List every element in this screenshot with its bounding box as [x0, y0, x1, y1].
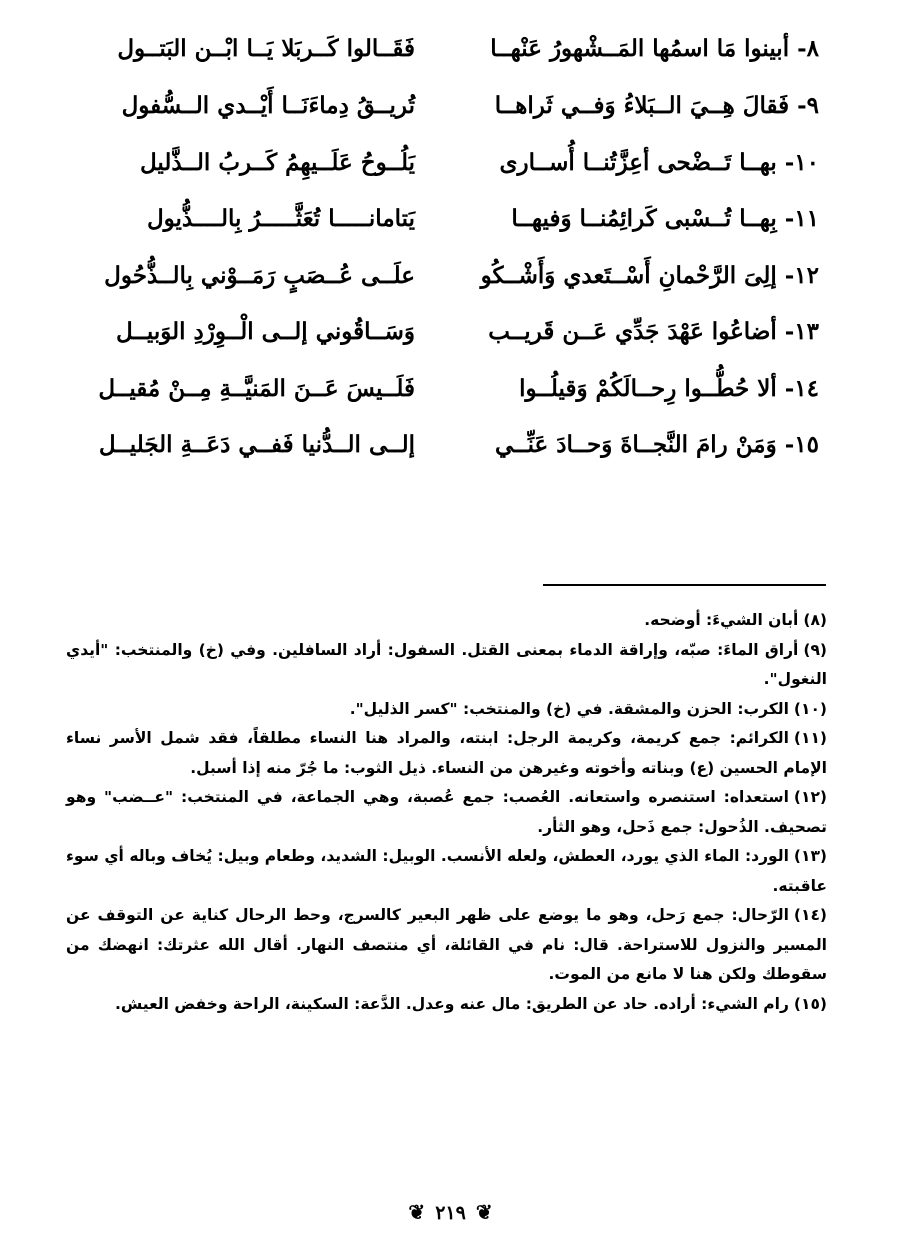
verse-first-hemistich — [469, 149, 819, 176]
verse-12 — [70, 255, 819, 295]
footnote-11 — [66, 724, 827, 783]
verse-first-text: إلِىَ الرَّحْمانِ أَسْــتَعدي وَأَشْــكُو — [480, 261, 777, 289]
verse-second-hemistich: إلــى الــدُّنيا فَفــي دَعَــةِ الجَليــل — [98, 430, 415, 458]
verse-second-hemistich: فَلَــيسَ عَــنَ المَنيَّــةِ مِــنْ مُقيــل — [98, 374, 415, 402]
verse-second-hemistich: علَــى عُــصَبٍ رَمَــوْني بِالــذُّحُول — [104, 261, 415, 289]
footnote-10 — [66, 695, 827, 725]
verse-11 — [70, 198, 819, 238]
verse-first-hemistich — [469, 318, 819, 345]
verse-first-text: وَمَنْ رامَ النَّجــاةَ وَحــادَ عَنِّــي — [494, 430, 777, 458]
verse-first-hemistich — [469, 92, 819, 119]
footnote-ref: (١٣) — [793, 847, 827, 865]
footnote-ref: (١٤) — [793, 906, 827, 924]
verse-13 — [70, 311, 819, 351]
verse-number: ١٠- — [784, 148, 819, 176]
verse-8 — [70, 28, 819, 68]
page-number — [0, 1200, 901, 1224]
footnote-ref: (٨) — [803, 611, 827, 629]
verse-first-hemistich — [469, 375, 819, 402]
verse-number: ١٤- — [784, 374, 819, 402]
footnote-separator — [543, 584, 826, 586]
verse-15 — [70, 424, 819, 464]
footnote-13 — [66, 842, 827, 901]
verse-14 — [70, 368, 819, 408]
verse-9 — [70, 85, 819, 125]
verse-number: ١٣- — [784, 317, 819, 345]
footnote-text: الورد: الماء الذي يورد، العطش، ولعله الأنسب. الوبيل: الشديد، وطعام وبيل: يُخاف وباله أي سوء عاقبته. — [66, 847, 827, 895]
verse-second-hemistich: يَلُــوحُ عَلَــيهِمُ كَــربُ الــذَّليل — [140, 148, 415, 176]
verse-first-text: أضاعُوا عَهْدَ جَدِّي عَــن قَريــب — [488, 317, 777, 345]
footnote-text: أبان الشيءَ: أوضحه. — [644, 611, 799, 629]
footnote-text: استعداه: استنصره واستعانه. العُصب: جمع عُصبة، وهي الجماعة، في المنتخب: "عــضب" وهو تصحيف. الذُحول: جمع ذَحل، وهو الثأر. — [66, 788, 827, 836]
footnote-8 — [66, 606, 827, 636]
footnote-ref: (١٠) — [793, 699, 827, 718]
verse-first-text: فَقالَ هِــيَ الــبَلاءُ وَفــي ثَراهــا — [494, 91, 790, 119]
verse-first-hemistich — [469, 35, 819, 62]
footnote-15 — [66, 990, 827, 1020]
footnote-text: الرّحال: جمع رَحل، وهو ما يوضع على ظهر البعير كالسرج، وحط الرحال كناية عن التوقف عن المسير والنزول للاستراحة. قال: نام في القائلة، أي منتصف النهار. أقال الله عثرتك: انهضك من سقوطك ولكن هنا لا مانع من الموت. — [66, 906, 827, 983]
page-number-value: ٢١٩ — [435, 1202, 466, 1224]
footnote-9 — [66, 636, 827, 695]
verse-first-text: بهــا تَــضْحى أعِزَّتُنــا أُســارى — [499, 148, 777, 176]
verse-number: ١٢- — [784, 261, 819, 289]
ornament-left-icon: ❦ — [408, 1200, 426, 1224]
verse-second-hemistich: يَتامانـــــا تُعَثَّـــــرُ بِالــــذُّيول — [146, 204, 415, 232]
footnote-text: أراق الماءَ: صبّه، وإراقة الدماء بمعنى القتل. السفول: أراد السافلين. وفي (خ) والمنتخب: "أيدي النغول". — [66, 640, 827, 688]
footnote-text: الكرب: الحزن والمشقة. في (خ) والمنتخب: "كسر الذليل". — [349, 699, 789, 718]
verse-first-text: بِهــا تُــسْبى كَرائِمُنــا وَفيهــا — [511, 204, 777, 232]
verse-first-hemistich — [469, 431, 819, 458]
footnote-14 — [66, 901, 827, 990]
footnote-12 — [66, 783, 827, 842]
footnote-ref: (٩) — [803, 640, 827, 659]
footnote-text: رام الشيء: أراده. حاد عن الطريق: مال عنه وعدل. الدَّعة: السكينة، الراحة وخفض العيش. — [114, 994, 789, 1013]
verse-number: ١٥- — [784, 430, 819, 458]
footnote-text: الكرائم: جمع كريمة، وكريمة الرجل: ابنته، والمراد هنا النساء مطلقاً، فقد شمل الأسر نساء الإمام الحسين (ع) وبناته وأخوته وغيرهن من النساء. ذيل الثوب: ما جُرّ منه إذا أسبل. — [66, 729, 827, 777]
verse-number: ٩- — [797, 91, 819, 119]
verse-10 — [70, 142, 819, 182]
verse-second-hemistich: فَقَــالوا كَــربَلا يَــا ابْــن البَتــول — [117, 34, 415, 62]
verse-first-text: ألا حُطُّــوا رِحــالَكُمْ وَقيلُــوا — [519, 374, 777, 402]
verse-first-hemistich — [469, 262, 819, 289]
verse-first-text: أبينوا مَا اسمُها المَــشْهورُ عَنْهــا — [490, 34, 790, 62]
footnote-ref: (١١) — [793, 729, 827, 747]
verse-number: ٨- — [797, 34, 819, 62]
footnotes — [66, 606, 827, 1019]
verse-first-hemistich — [469, 205, 819, 232]
verse-second-hemistich: وَسَــاقُوني إلــى الْــوِرْدِ الوَبيــل — [116, 317, 415, 345]
verse-second-hemistich: تُريــقُ دِماءَنَــا أَيْــدي الــسُّفول — [121, 91, 415, 119]
footnote-ref: (١٥) — [793, 994, 827, 1013]
ornament-right-icon: ❦ — [475, 1200, 493, 1224]
footnote-ref: (١٢) — [793, 788, 827, 806]
verse-number: ١١- — [784, 204, 819, 232]
